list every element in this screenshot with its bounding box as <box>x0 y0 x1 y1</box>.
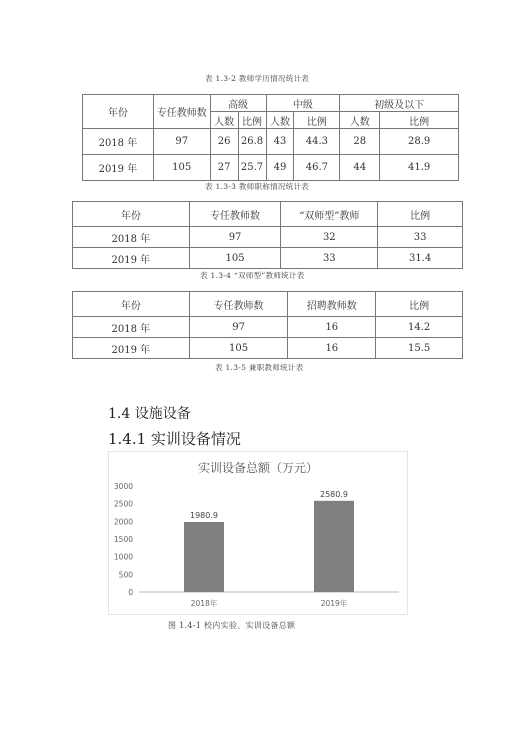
y-tick-label: 0 <box>128 588 133 597</box>
cell-ratio: 14.2 <box>376 317 463 338</box>
bar-data-label: 1980.9 <box>190 511 218 521</box>
header-ratio: 比例 <box>380 112 459 129</box>
header-teachers: 专任教师数 <box>153 95 210 129</box>
cell-year: 2019 年 <box>73 338 190 359</box>
header-ratio: 比例 <box>376 292 463 317</box>
subsection-heading: 1.4.1 实训设备情况 <box>108 430 241 448</box>
bar-data-label: 2580.9 <box>320 489 348 499</box>
hired-teacher-table <box>72 291 463 359</box>
cell-high-ratio: 26.8 <box>238 129 266 155</box>
header-mid: 中级 <box>266 95 340 112</box>
section-heading: 1.4 设施设备 <box>108 406 191 422</box>
cell-teachers: 105 <box>153 155 210 181</box>
header-year: 年份 <box>73 202 190 227</box>
cell-low-count: 44 <box>340 155 380 181</box>
cell-year: 2019 年 <box>73 248 190 269</box>
cell-low-count: 28 <box>340 129 380 155</box>
header-high: 高级 <box>210 95 266 112</box>
header-count: 人数 <box>340 112 380 129</box>
y-tick-label: 500 <box>118 570 133 580</box>
cell-high-count: 26 <box>210 129 238 155</box>
table-row <box>73 338 463 359</box>
cell-mid-count: 43 <box>266 129 294 155</box>
table-row <box>73 248 463 269</box>
cell-dual: 32 <box>281 227 378 248</box>
cell-year: 2018 年 <box>73 227 190 248</box>
header-dual: “双师型”教师 <box>281 202 378 227</box>
header-ratio: 比例 <box>294 112 340 129</box>
cell-mid-ratio: 44.3 <box>294 129 340 155</box>
header-year: 年份 <box>83 95 154 129</box>
y-tick-label: 1500 <box>113 535 133 544</box>
header-teachers: 专任教师数 <box>189 292 288 317</box>
x-tick-label: 2018年 <box>190 599 218 608</box>
cell-year: 2019 年 <box>83 155 154 181</box>
y-tick-label: 2000 <box>113 517 133 527</box>
header-count: 人数 <box>266 112 294 129</box>
y-tick-label: 1000 <box>113 552 133 562</box>
y-tick-label: 2500 <box>113 499 133 509</box>
y-tick-label: 3000 <box>113 482 133 491</box>
cell-year: 2018 年 <box>73 317 190 338</box>
cell-hired: 16 <box>288 338 376 359</box>
cell-high-count: 27 <box>210 155 238 181</box>
cell-teachers: 97 <box>153 129 210 155</box>
table-row <box>73 317 463 338</box>
header-year: 年份 <box>73 292 190 317</box>
header-count: 人数 <box>210 112 238 129</box>
table-row <box>73 227 463 248</box>
cell-teachers: 105 <box>189 338 288 359</box>
table4-caption: 表 1.3-5 兼职教师统计表 <box>215 363 304 372</box>
cell-high-ratio: 25.7 <box>238 155 266 181</box>
equipment-chart-frame <box>108 451 408 615</box>
cell-low-ratio: 28.9 <box>380 129 459 155</box>
header-teachers: 专任教师数 <box>189 202 281 227</box>
cell-ratio: 15.5 <box>376 338 463 359</box>
equipment-bar-chart <box>109 452 407 614</box>
header-ratio: 比例 <box>378 202 463 227</box>
dual-teacher-table <box>72 201 463 269</box>
cell-year: 2018 年 <box>83 129 154 155</box>
table-row <box>83 129 459 155</box>
x-tick-label: 2019年 <box>320 599 348 608</box>
chart-title: 实训设备总额（万元） <box>197 461 319 475</box>
table-row <box>83 155 459 181</box>
cell-low-ratio: 41.9 <box>380 155 459 181</box>
cell-mid-ratio: 46.7 <box>294 155 340 181</box>
bar <box>184 522 224 592</box>
teacher-education-table <box>82 94 459 181</box>
cell-hired: 16 <box>288 317 376 338</box>
cell-teachers: 97 <box>189 317 288 338</box>
cell-teachers: 97 <box>189 227 281 248</box>
cell-mid-count: 49 <box>266 155 294 181</box>
table1-caption: 表 1.3-2 教师学历情况统计表 <box>205 74 310 83</box>
table3-caption: 表 1.3-4 “双师型”教师统计表 <box>200 271 305 280</box>
header-hired: 招聘教师数 <box>288 292 376 317</box>
cell-ratio: 31.4 <box>378 248 463 269</box>
cell-dual: 33 <box>281 248 378 269</box>
bar <box>314 501 354 592</box>
table2-caption: 表 1.3-3 教师职称情况统计表 <box>205 182 310 191</box>
figure-caption: 图 1.4-1 校内实验、实训设备总额 <box>168 621 296 630</box>
cell-teachers: 105 <box>189 248 281 269</box>
header-low: 初级及以下 <box>340 95 459 112</box>
cell-ratio: 33 <box>378 227 463 248</box>
header-ratio: 比例 <box>238 112 266 129</box>
